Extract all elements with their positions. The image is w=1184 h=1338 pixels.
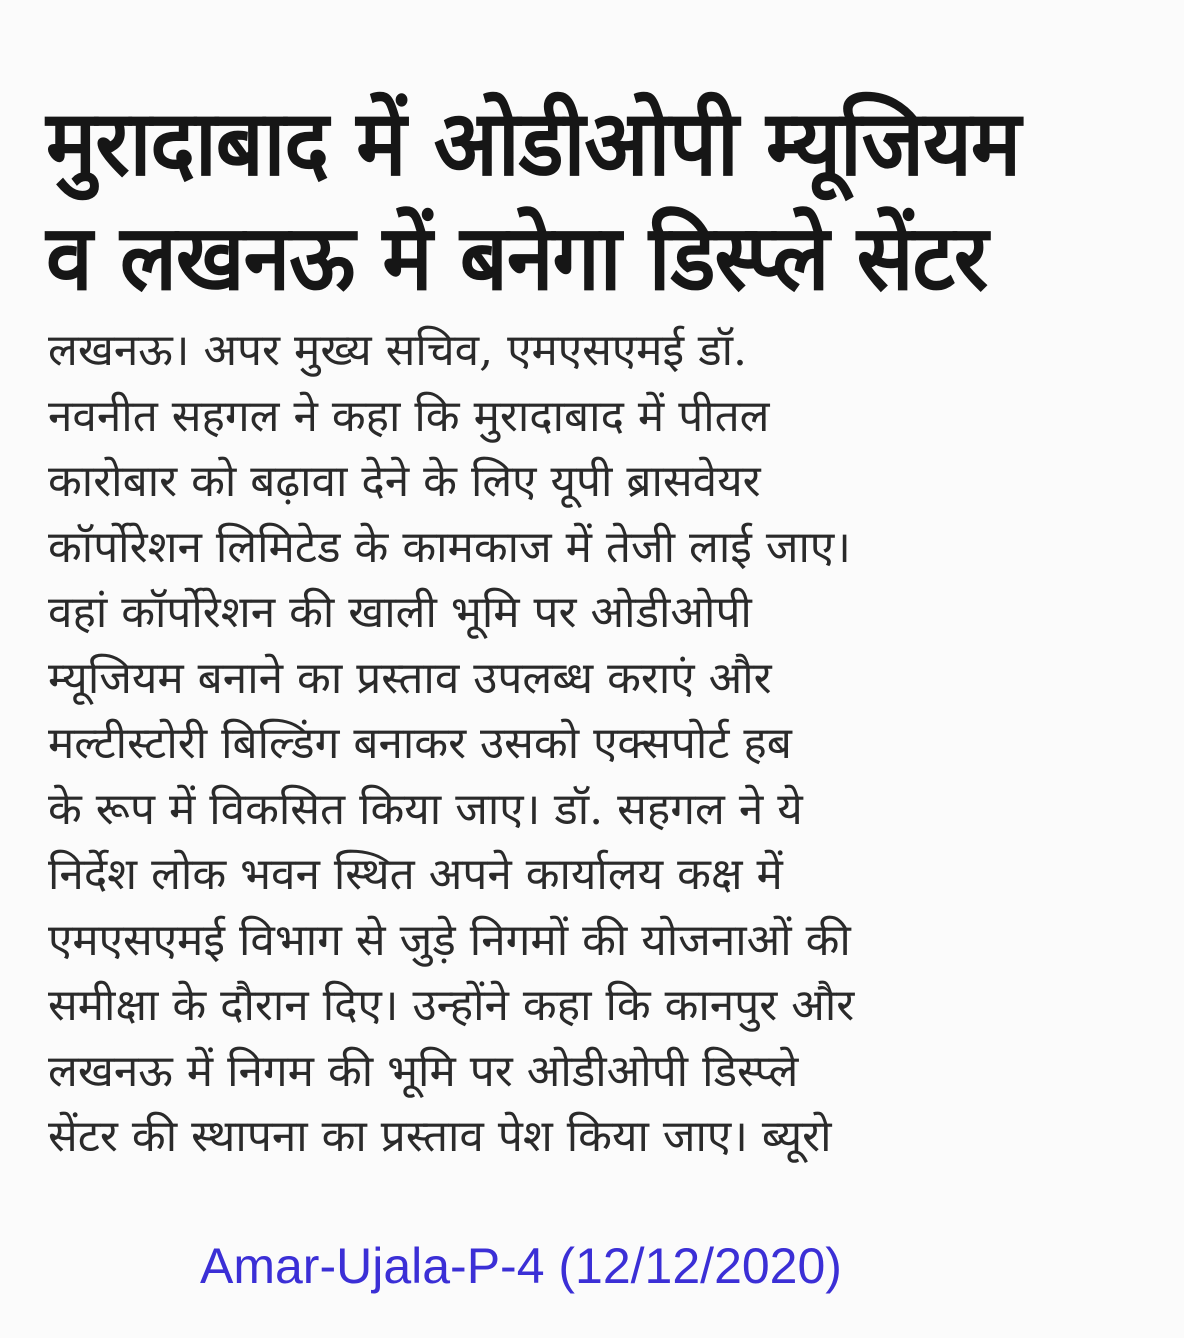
body-line: के रूप में विकसित किया जाए। डॉ. सहगल ने ये [48, 783, 803, 835]
body-line: निर्देश लोक भवन स्थित अपने कार्यालय कक्ष में [48, 849, 783, 900]
body-line: म्यूजियम बनाने का प्रस्ताव उपलब्ध कराएं और [48, 652, 772, 704]
body-line: मल्टीस्टोरी बिल्डिंग बनाकर उसको एक्सपोर्ट हब [48, 718, 792, 769]
body-line: नवनीत सहगल ने कहा कि मुरादाबाद में पीतल [48, 390, 770, 442]
article-headline [46, 86, 1126, 315]
body-line: कॉर्पोरेशन लिमिटेड के कामकाज में तेजी लाई जाए। [48, 521, 851, 573]
article-body [48, 318, 1138, 1170]
headline-line: व लखनऊ में बनेगा डिस्प्ले सेंटर [46, 204, 988, 311]
body-line: वहां कॉर्पोरेशन की खाली भूमि पर ओडीओपी [48, 587, 752, 638]
source-caption: Amar-Ujala-P-4 (12/12/2020) [200, 1238, 842, 1294]
body-line: एमएसएमई विभाग से जुड़े निगमों की योजनाओं की [48, 914, 851, 966]
headline-line: मुरादाबाद में ओडीओपी म्यूजियम [46, 90, 1021, 197]
body-line: सेंटर की स्थापना का प्रस्ताव पेश किया जाए। ब्यूरो [48, 1111, 832, 1162]
body-line: समीक्षा के दौरान दिए। उन्होंने कहा कि कानपुर और [48, 980, 855, 1031]
body-line: लखनऊ में निगम की भूमि पर ओडीओपी डिस्प्ले [48, 1045, 799, 1097]
body-line: कारोबार को बढ़ावा देने के लिए यूपी ब्रासवेयर [48, 456, 761, 507]
body-line: लखनऊ। अपर मुख्य सचिव, एमएसएमई डॉ. [48, 325, 747, 376]
